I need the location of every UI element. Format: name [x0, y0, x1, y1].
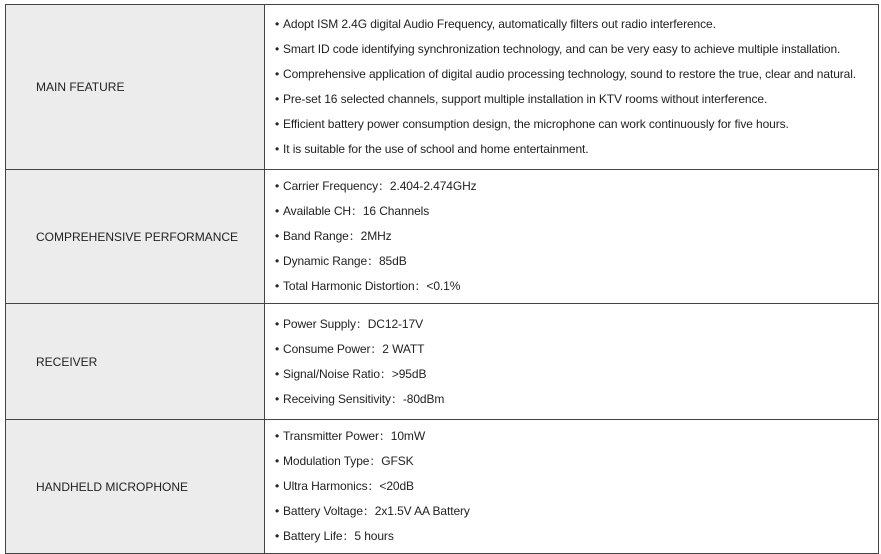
item-text: Dynamic Range：85dB [283, 254, 407, 268]
item-text: It is suitable for the use of school and home entertainment. [283, 142, 589, 156]
spec-row-handheld-microphone [6, 420, 879, 554]
section-label: RECEIVER [6, 304, 265, 420]
spec-row-receiver [6, 304, 879, 420]
section-label: COMPREHENSIVE PERFORMANCE [6, 170, 265, 304]
item-text: Battery Life：5 hours [283, 529, 394, 543]
list-item [275, 499, 878, 524]
item-text: Power Supply：DC12-17V [283, 316, 423, 331]
item-text: Signal/Noise Ratio：>95dB [283, 366, 427, 381]
bullet-icon: • [275, 316, 280, 331]
list-item [275, 137, 878, 162]
bullet-icon: • [275, 391, 280, 406]
list-item [275, 274, 878, 299]
bullet-icon: • [275, 92, 280, 106]
list-item [275, 249, 878, 274]
list-item [275, 199, 878, 224]
bullet-icon: • [275, 479, 280, 493]
item-text: Adopt ISM 2.4G digital Audio Frequency, automatically filters out radio interference. [283, 17, 716, 31]
list-item [275, 387, 878, 412]
item-text: Modulation Type：GFSK [283, 454, 414, 468]
bullet-icon: • [275, 366, 280, 381]
item-text: Ultra Harmonics：<20dB [283, 479, 414, 493]
bullet-icon: • [275, 142, 280, 156]
spec-row-comprehensive-performance [6, 170, 879, 304]
item-text: Available CH：16 Channels [283, 204, 430, 218]
item-text: Carrier Frequency：2.404-2.474GHz [283, 179, 477, 193]
item-text: Receiving Sensitivity：-80dBm [283, 391, 445, 406]
section-items [265, 304, 879, 420]
bullet-icon: • [275, 42, 280, 56]
bullet-icon: • [275, 279, 280, 293]
item-text: Smart ID code identifying synchronization technology, and can be very easy to achieve multiple installation. [283, 42, 841, 56]
item-text: Pre-set 16 selected channels, support multiple installation in KTV rooms without interference. [283, 92, 768, 106]
section-items [265, 170, 879, 304]
item-text: Comprehensive application of digital audio processing technology, sound to restore the true, clear and natural. [283, 67, 857, 81]
bullet-icon: • [275, 429, 280, 443]
bullet-icon: • [275, 504, 280, 518]
bullet-icon: • [275, 454, 280, 468]
item-text: Transmitter Power：10mW [283, 429, 426, 443]
item-text: Efficient battery power consumption design, the microphone can work continuously for five hours. [283, 117, 789, 131]
bullet-icon: • [275, 341, 280, 356]
list-item [275, 424, 878, 449]
section-label: MAIN FEATURE [6, 5, 265, 170]
bullet-icon: • [275, 179, 280, 193]
bullet-icon: • [275, 17, 280, 31]
section-items [265, 420, 879, 554]
list-item [275, 224, 878, 249]
section-items [265, 5, 879, 170]
item-text: Band Range：2MHz [283, 229, 392, 243]
section-label: HANDHELD MICROPHONE [6, 420, 265, 554]
bullet-icon: • [275, 229, 280, 243]
bullet-icon: • [275, 254, 280, 268]
bullet-icon: • [275, 117, 280, 131]
list-item [275, 174, 878, 199]
bullet-icon: • [275, 529, 280, 543]
list-item [275, 112, 878, 137]
list-item [275, 337, 878, 362]
list-item [275, 12, 878, 37]
list-item [275, 62, 878, 87]
list-item [275, 524, 878, 549]
list-item [275, 312, 878, 337]
spec-row-main-feature [6, 5, 879, 170]
item-text: Consume Power：2 WATT [283, 341, 425, 356]
list-item [275, 362, 878, 387]
spec-table [5, 4, 879, 554]
list-item [275, 87, 878, 112]
list-item [275, 37, 878, 62]
list-item [275, 449, 878, 474]
list-item [275, 474, 878, 499]
item-text: Total Harmonic Distortion：<0.1% [283, 279, 461, 293]
item-text: Battery Voltage：2x1.5V AA Battery [283, 504, 470, 518]
bullet-icon: • [275, 67, 280, 81]
bullet-icon: • [275, 204, 280, 218]
